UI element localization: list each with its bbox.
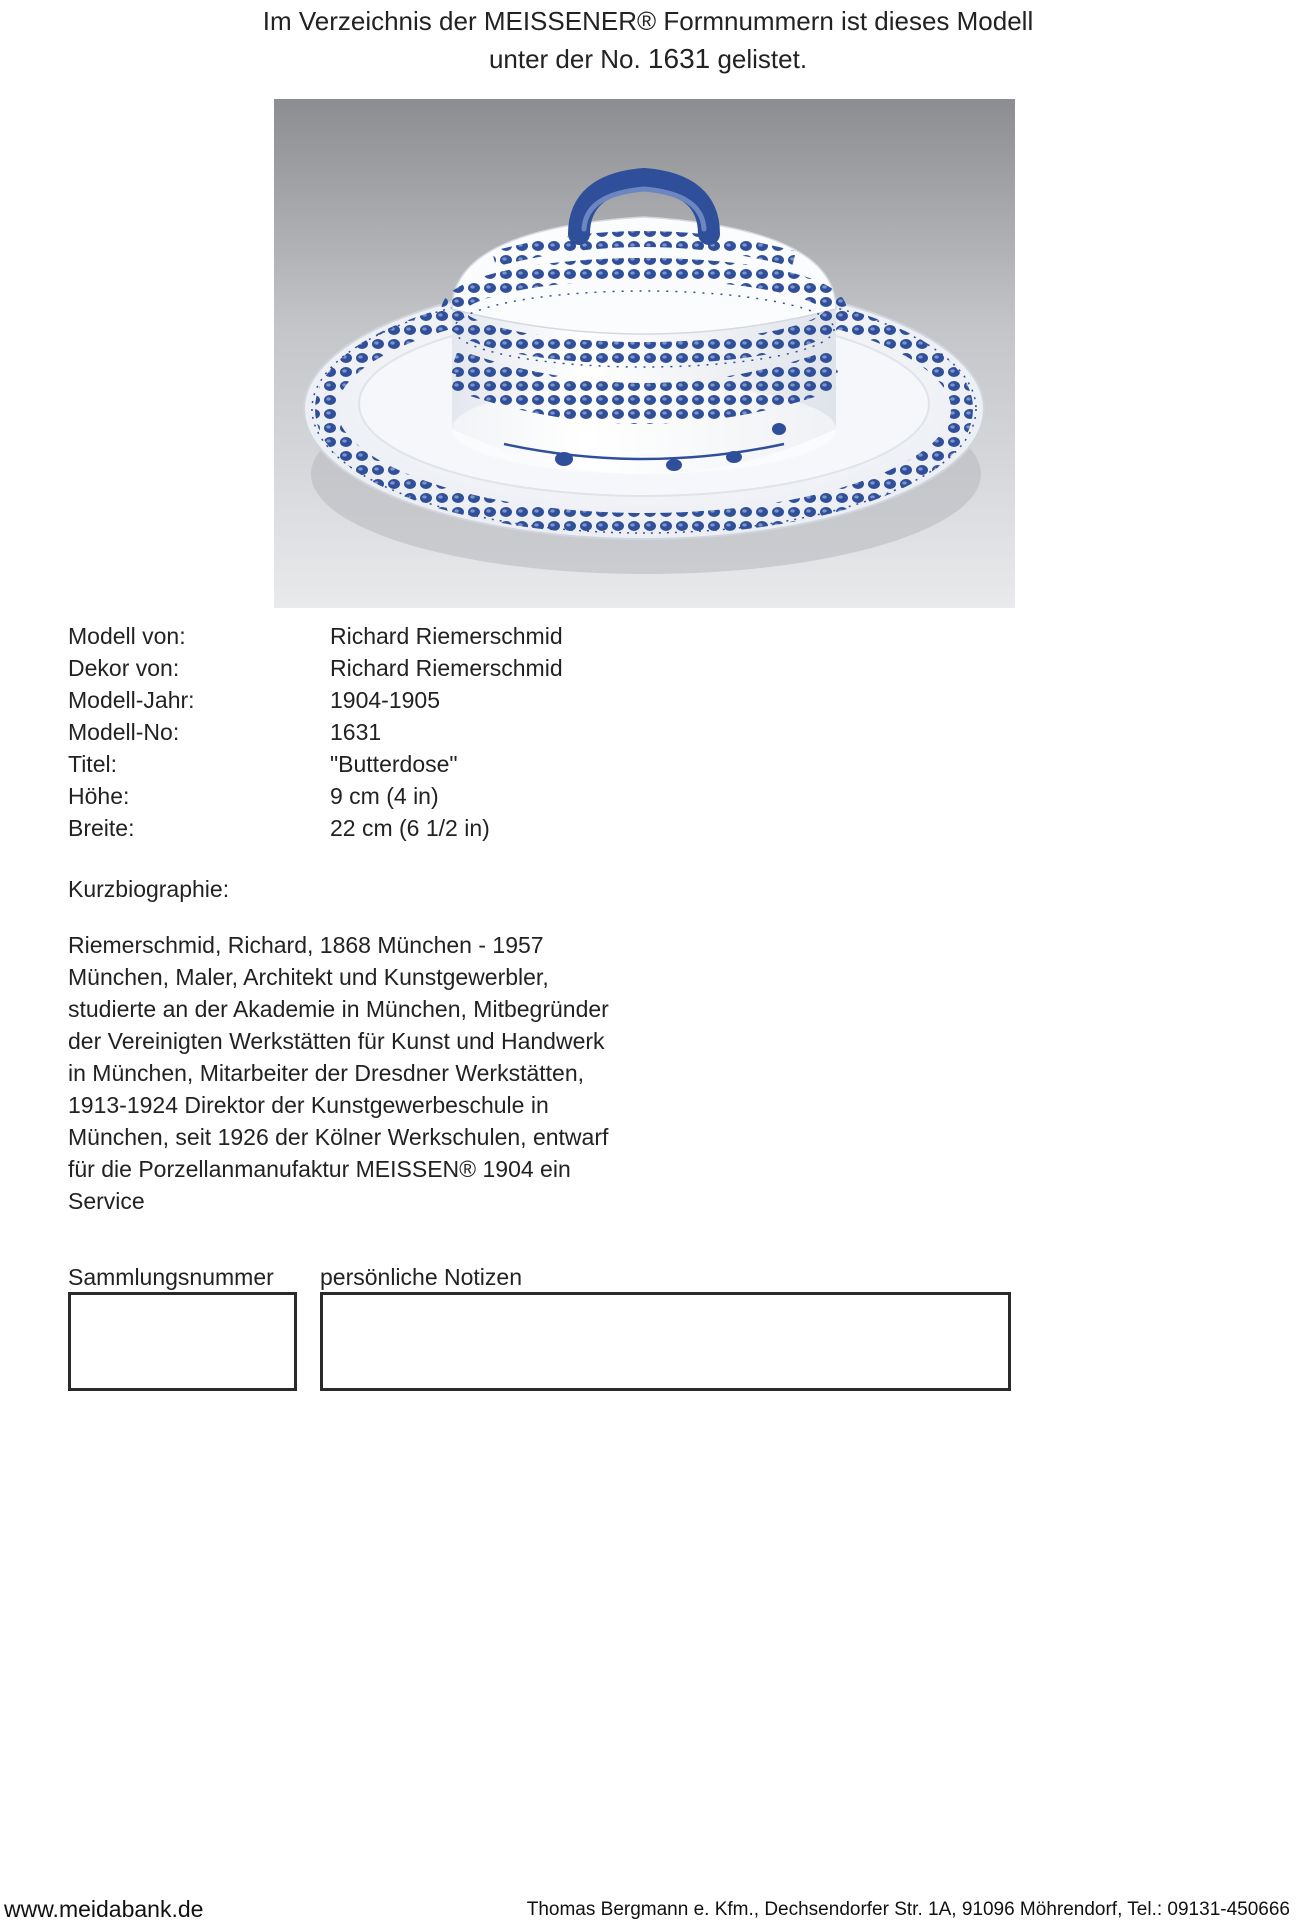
spec-row-titel [68,748,563,780]
spec-value: 1631 [330,719,382,745]
notizen-label: persönliche Notizen [320,1264,523,1290]
bio-line: 1913-1924 Direktor der Kunstgewerbeschule in [68,1092,549,1118]
model-number: 1631 [647,43,711,74]
header-suffix: gelistet. [717,44,808,74]
spec-value: 22 cm (6 1/2 in) [330,815,490,841]
header-line-1: Im Verzeichnis der MEISSENER® Formnummern ist dieses Modell [262,6,1034,36]
spec-label: Modell-Jahr: [68,687,195,713]
bio-line: Riemerschmid, Richard, 1868 München - 1957 [68,932,544,958]
header [0,2,1296,78]
spec-value: 9 cm (4 in) [330,783,439,809]
bio-line: München, Maler, Architekt und Kunstgewerbler, [68,964,549,990]
bio-line: in München, Mitarbeiter der Dresdner Werkstätten, [68,1060,585,1086]
bio-line: für die Porzellanmanufaktur MEISSEN® 1904 ein [68,1156,571,1182]
spec-table [68,620,563,844]
spec-label: Modell von: [68,623,186,649]
spec-label: Höhe: [68,783,130,809]
footer-address: Thomas Bergmann e. Kfm., Dechsendorfer Str. 1A, 91096 Möhrendorf, Tel.: 09131-450666 [526,1899,1290,1920]
bio-title: Kurzbiographie: [68,876,230,902]
spec-value: Richard Riemerschmid [330,655,563,681]
spec-value: 1904-1905 [330,687,440,713]
bio-line: München, seit 1926 der Kölner Werkschulen, entwarf [68,1124,609,1150]
spec-label: Breite: [68,815,135,841]
bio-line: studierte an der Akademie in München, Mitbegründer [68,996,609,1022]
spec-value: "Butterdose" [330,751,458,777]
spec-row-modell-no [68,716,563,748]
spec-label: Modell-No: [68,719,180,745]
spec-value: Richard Riemerschmid [330,623,563,649]
product-photo [274,99,1015,608]
spec-row-hoehe [68,780,563,812]
spec-label: Dekor von: [68,655,180,681]
bio-line: Service [68,1188,145,1214]
sammlungsnummer-label: Sammlungsnummer [68,1264,274,1290]
bio-text [68,929,708,1217]
header-prefix: unter der No. [488,44,641,74]
header-line-2 [0,40,1296,78]
notizen-field[interactable] [320,1292,1011,1391]
spec-row-modell-jahr [68,684,563,716]
bio-line: der Vereinigten Werkstätten für Kunst und Handwerk [68,1028,605,1054]
sammlungsnummer-field[interactable] [68,1292,297,1391]
spec-row-dekor-von [68,652,563,684]
spec-label: Titel: [68,751,117,777]
footer-website: www.meidabank.de [4,1896,204,1922]
spec-row-modell-von [68,620,563,652]
spec-row-breite [68,812,563,844]
